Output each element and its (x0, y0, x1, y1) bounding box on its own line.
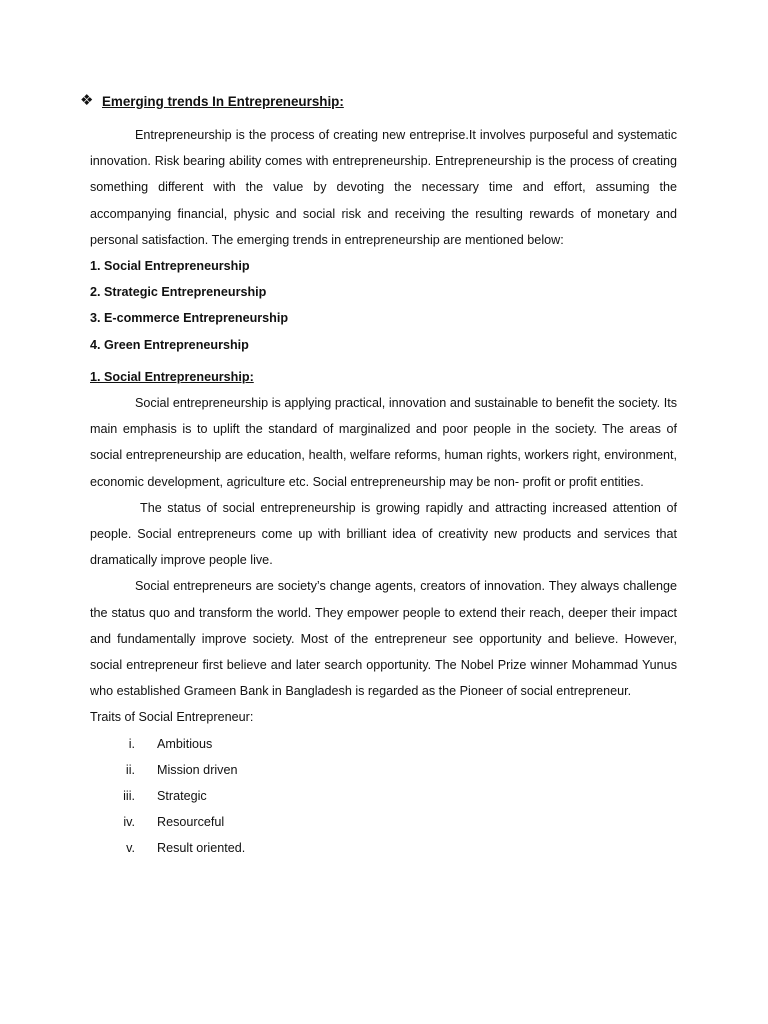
trends-list (90, 253, 677, 358)
traits-list (90, 731, 677, 862)
body-paragraph: Social entrepreneurs are society’s change agents, creators of innovation. They always challenge the status quo and transform the world. They empower people to extend their reach, deeper their impact and fundamentally improve society. Most of the entrepreneur see opportunity and believe. However, social entrepreneur first believe and later search opportunity. The Nobel Prize winner Mohammad Yunus who established Grameen Bank in Bangladesh is regarded as the Pioneer of social entrepreneur. (90, 579, 677, 699)
document-body (80, 88, 677, 862)
list-number: v. (126, 841, 135, 856)
body-paragraph: Social entrepreneurship is applying practical, innovation and sustainable to benefit the society. Its main emphasis is to uplift the standard of marginalized and poor people in the society. The areas of social entrepreneurship are education, health, welfare reforms, human rights, workers right, environment, economic development, agriculture etc. Social entrepreneurship may be non- profit or profit entities. (90, 396, 677, 489)
list-text: Strategic (157, 789, 207, 804)
list-number: i. (128, 736, 135, 751)
body-paragraph: The status of social entrepreneurship is growing rapidly and attracting increased attention of people. Social entrepreneurs come up with brilliant idea of creativity new products and services that dramatically improve people live. (90, 500, 677, 568)
trend-item: 1. Social Entrepreneurship (90, 259, 250, 274)
list-item (90, 731, 677, 757)
list-item (90, 809, 677, 835)
list-number: iv. (123, 815, 135, 830)
list-text: Result oriented. (157, 841, 246, 856)
trend-item: 2. Strategic Entrepreneurship (90, 285, 267, 300)
list-text: Mission driven (157, 762, 238, 777)
traits-title: Traits of Social Entrepreneur: (90, 710, 254, 725)
list-text: Ambitious (157, 736, 213, 751)
heading-title: Emerging trends In Entrepreneurship: (102, 93, 344, 109)
list-number: ii. (125, 762, 135, 777)
section-title: 1. Social Entrepreneurship: (90, 369, 254, 384)
trend-item: 4. Green Entrepreneurship (90, 337, 249, 352)
list-item (90, 757, 677, 783)
list-number: iii. (123, 789, 135, 804)
list-item (90, 835, 677, 861)
main-heading (80, 88, 677, 114)
trend-item: 3. E-commerce Entrepreneurship (90, 311, 289, 326)
diamond-bullet-icon: ❖ (80, 92, 94, 109)
list-item (90, 783, 677, 809)
list-text: Resourceful (157, 815, 225, 830)
intro-paragraph: Entrepreneurship is the process of creating new entreprise.It involves purposeful and systematic innovation. Risk bearing ability comes with entrepreneurship. Entrepreneurship is the process of creating something different with the value by devoting the necessary time and effort, assuming the accompanying financial, physic and social risk and receiving the resulting rewards of monetary and personal satisfaction. The emerging trends in entrepreneurship are mentioned below: (90, 128, 677, 247)
